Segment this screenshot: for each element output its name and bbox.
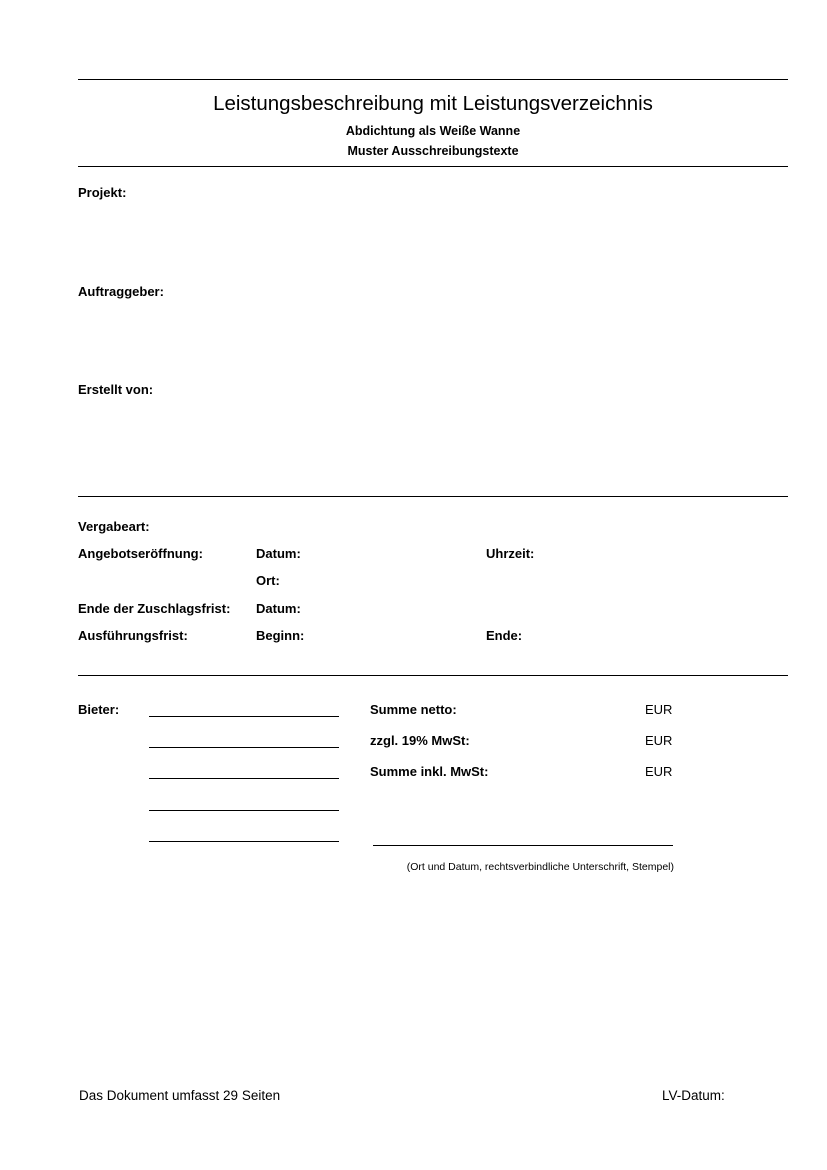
- summe-inkl-label: Summe inkl. MwSt:: [370, 764, 489, 779]
- zuschlagsfrist-label: Ende der Zuschlagsfrist:: [78, 601, 231, 616]
- mwst-label: zzgl. 19% MwSt:: [370, 733, 470, 748]
- erstellt-von-label: Erstellt von:: [78, 382, 154, 397]
- document-subtitle: Abdichtung als Weiße Wanne: [345, 124, 521, 138]
- lv-datum-label: LV-Datum:: [662, 1088, 725, 1103]
- auftraggeber-label: Auftraggeber:: [78, 284, 164, 299]
- angebot-datum-label: Datum:: [256, 546, 301, 561]
- bieter-line-5[interactable]: [149, 841, 339, 842]
- ort-label: Ort:: [256, 573, 280, 588]
- bieter-line-1[interactable]: [149, 716, 339, 717]
- angebotseroeffnung-label: Angebotseröffnung:: [78, 546, 203, 561]
- summe-netto-label: Summe netto:: [370, 702, 457, 717]
- bieter-line-4[interactable]: [149, 810, 339, 811]
- top-rule: [78, 79, 788, 80]
- header-bottom-rule: [78, 166, 788, 167]
- page-count: Das Dokument umfasst 29 Seiten: [79, 1088, 281, 1103]
- bieter-line-3[interactable]: [149, 778, 339, 779]
- document-title: Leistungsbeschreibung mit Leistungsverzeichnis: [213, 92, 653, 115]
- projekt-label: Projekt:: [78, 185, 127, 200]
- summe-netto-currency: EUR: [645, 702, 673, 717]
- bieter-line-2[interactable]: [149, 747, 339, 748]
- mwst-currency: EUR: [645, 733, 673, 748]
- ausfuehrungsfrist-label: Ausführungsfrist:: [78, 628, 188, 643]
- section-rule-2: [78, 675, 788, 676]
- signature-caption: (Ort und Datum, rechtsverbindliche Unterschrift, Stempel): [406, 861, 674, 873]
- ende-label: Ende:: [486, 628, 523, 643]
- document-subtitle-2: Muster Ausschreibungstexte: [347, 144, 519, 158]
- uhrzeit-label: Uhrzeit:: [486, 546, 535, 561]
- beginn-label: Beginn:: [256, 628, 305, 643]
- section-rule-1: [78, 496, 788, 497]
- vergabeart-label: Vergabeart:: [78, 519, 150, 534]
- zuschlag-datum-label: Datum:: [256, 601, 301, 616]
- signature-line[interactable]: [373, 845, 673, 846]
- summe-inkl-currency: EUR: [645, 764, 673, 779]
- bieter-label: Bieter:: [78, 702, 120, 717]
